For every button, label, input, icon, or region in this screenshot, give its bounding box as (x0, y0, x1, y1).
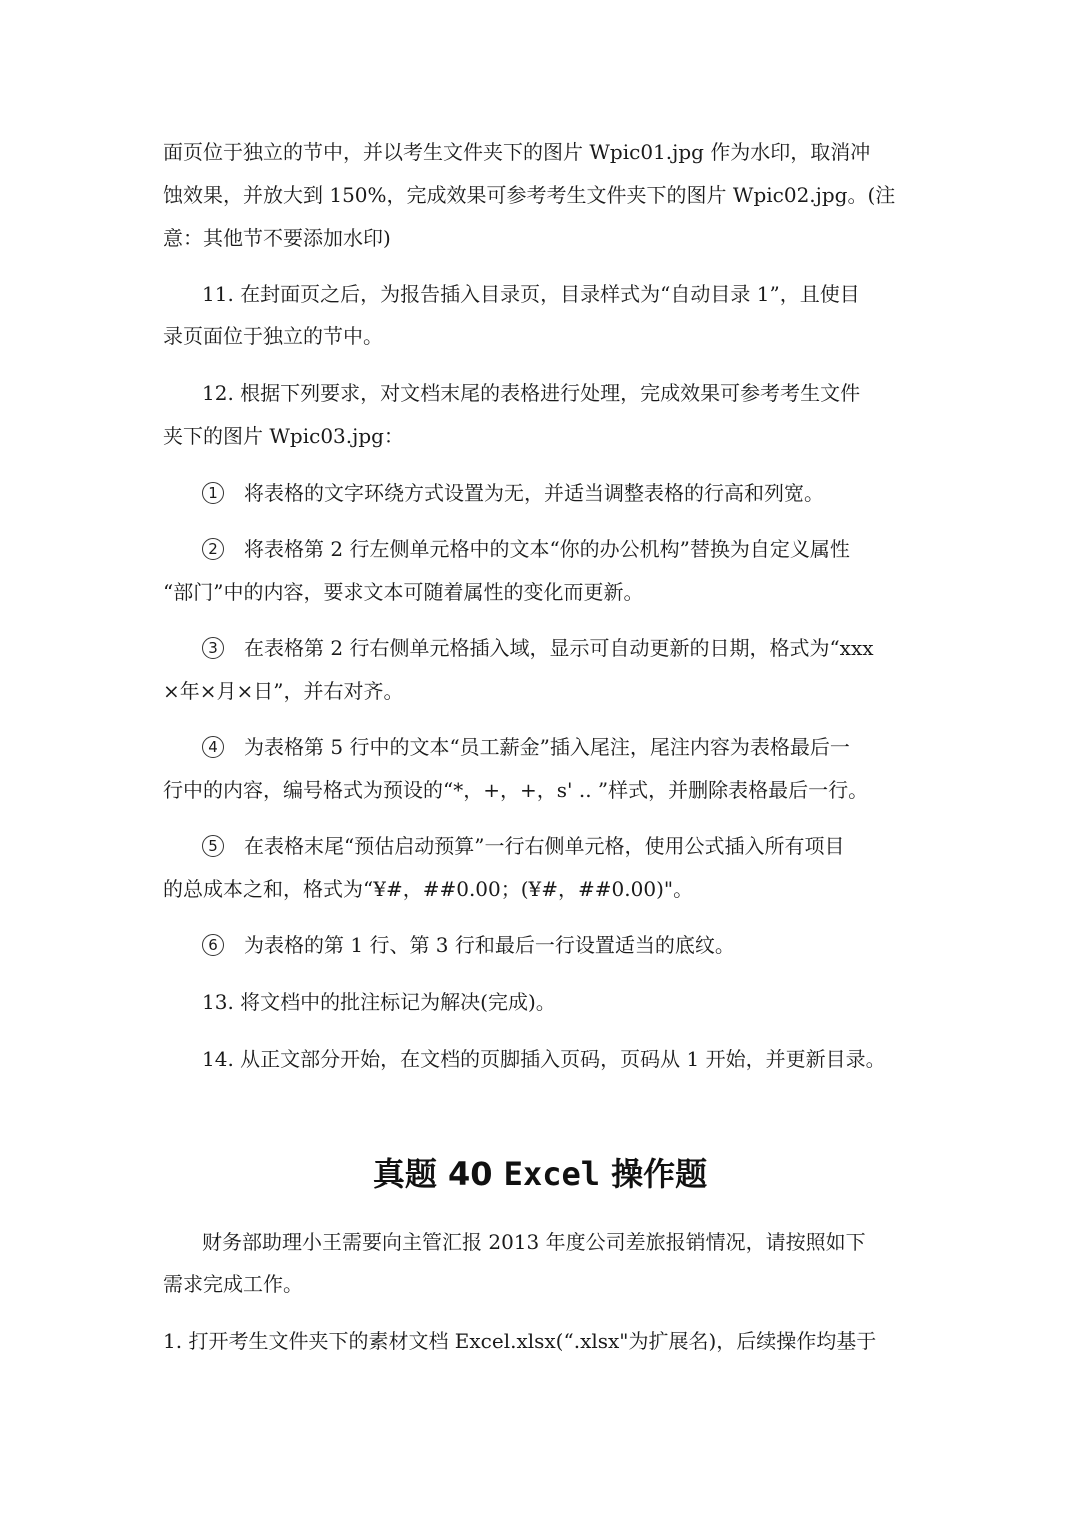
intro-line-1: 财务部助理小王需要向主管汇报 2013 年度公司差旅报销情况，请按照如下 (202, 1230, 866, 1254)
item-12-line-2: 夹下的图片 Wpic03.jpg： (163, 424, 404, 448)
subitem-2-line-2: “部门”中的内容，要求文本可随着属性的变化而更新。 (163, 580, 644, 604)
subitem-5 (202, 831, 923, 861)
item-13: 13. 将文档中的批注标记为解决(完成)。 (202, 990, 556, 1014)
subitem-text: 将表格第 2 行左侧单元格中的文本“你的办公机构”替换为自定义属性 (244, 537, 850, 561)
paragraph-line: 蚀效果，并放大到 150%，完成效果可参考考生文件夹下的图片 Wpic02.jpg。(注 (163, 183, 896, 207)
subitem-text: 在表格末尾“预估启动预算”一行右侧单元格，使用公式插入所有项目 (244, 834, 845, 858)
section-title (0, 1152, 1080, 1196)
section-title-prefix: 真题 40 (372, 1155, 504, 1193)
circled-number: 2 (202, 538, 224, 560)
subitem-text: 将表格的文字环绕方式设置为无，并适当调整表格的行高和列宽。 (244, 481, 824, 505)
subitem-3-line-2: ×年×月×日”，并右对齐。 (163, 679, 404, 703)
item-1: 1. 打开考生文件夹下的素材文档 Excel.xlsx(“.xlsx"为扩展名)，后续操作均基于 (163, 1329, 877, 1353)
circled-number: 3 (202, 637, 224, 659)
item-11-line-1: 11. 在封面页之后，为报告插入目录页，目录样式为“自动目录 1”，且使目 (202, 282, 860, 306)
subitem-2 (202, 534, 923, 564)
subitem-text: 在表格第 2 行右侧单元格插入域，显示可自动更新的日期，格式为“xxx (244, 636, 874, 660)
item-14: 14. 从正文部分开始，在文档的页脚插入页码，页码从 1 开始，并更新目录。 (202, 1047, 886, 1071)
section-title-suffix: 操作题 (600, 1155, 708, 1193)
subitem-1 (202, 478, 923, 508)
subitem-4-line-2: 行中的内容，编号格式为预设的“*，+，+，s' .. ”样式，并删除表格最后一行。 (163, 778, 869, 802)
item-12-line-1: 12. 根据下列要求，对文档末尾的表格进行处理，完成效果可参考考生文件 (202, 381, 861, 405)
subitem-3 (202, 633, 923, 663)
circled-number: 1 (202, 482, 224, 504)
intro-line-2: 需求完成工作。 (163, 1272, 303, 1296)
subitem-5-line-2: 的总成本之和，格式为“¥#，##0.00；(¥#，##0.00)"。 (163, 877, 694, 901)
subitem-text: 为表格第 5 行中的文本“员工薪金”插入尾注，尾注内容为表格最后一 (244, 735, 850, 759)
subitem-6 (202, 930, 923, 960)
circled-number: 5 (202, 835, 224, 857)
subitem-text: 为表格的第 1 行、第 3 行和最后一行设置适当的底纹。 (244, 933, 735, 957)
circled-number: 6 (202, 934, 224, 956)
circled-number: 4 (202, 736, 224, 758)
section-title-excel: Excel (503, 1155, 600, 1193)
paragraph-line: 意：其他节不要添加水印) (163, 226, 391, 250)
paragraph-line: 面页位于独立的节中，并以考生文件夹下的图片 Wpic01.jpg 作为水印，取消冲 (163, 140, 871, 164)
item-11-line-2: 录页面位于独立的节中。 (163, 324, 383, 348)
subitem-4 (202, 732, 923, 762)
